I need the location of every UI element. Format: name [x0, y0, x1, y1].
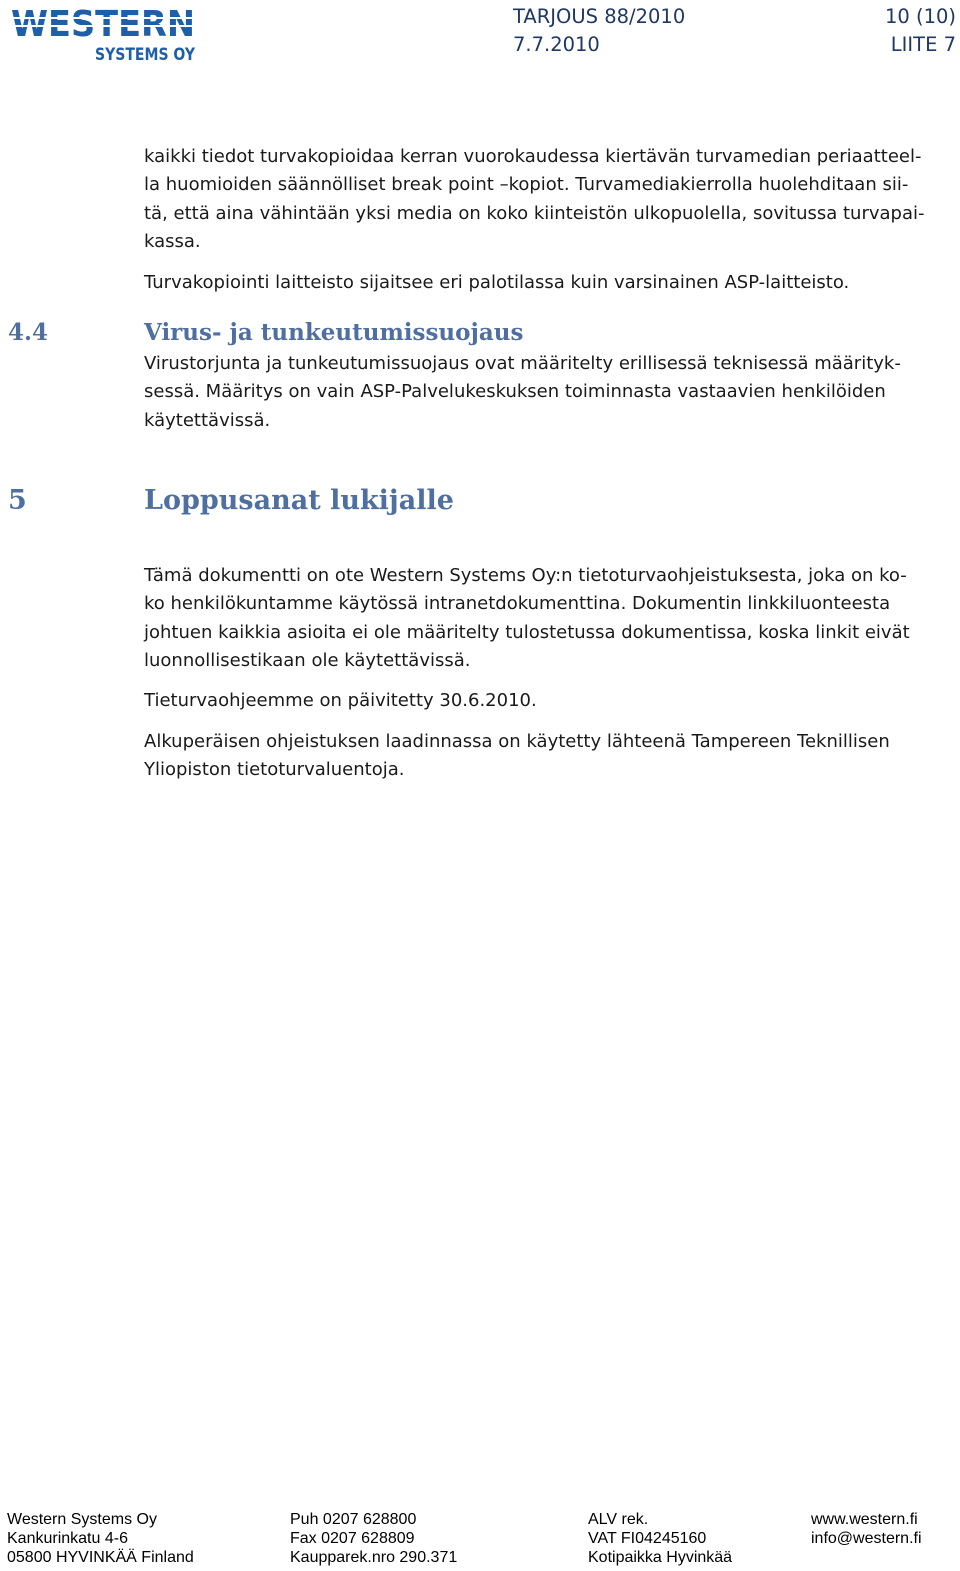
footer-line: Kaupparek.nro 290.371: [290, 1549, 458, 1566]
section-4-4-heading: Virus- ja tunkeutumissuojaus: [144, 319, 524, 346]
footer-line: Fax 0207 628809: [290, 1530, 415, 1547]
footer-web-links: [811, 1510, 922, 1548]
text-line: tä, että aina vähintään yksi media on koko kiinteistön ulkopuolella, sovitussa turvapai-: [144, 202, 925, 224]
text-line: käytettävissä.: [144, 409, 271, 431]
logo-subtitle: SYSTEMS OY: [95, 45, 196, 65]
website-link[interactable]: www.western.fi: [811, 1511, 918, 1528]
text-line: sessä. Määritys on vain ASP-Palvelukeskuksen toiminnasta vastaavien henkilöiden: [144, 381, 886, 403]
text-line: la huomioiden säännölliset break point –kopiot. Turvamediakierrolla huolehditaan sii-: [144, 174, 909, 196]
source-paragraph: [144, 728, 956, 785]
text-line: kassa.: [144, 230, 201, 252]
text-line: Alkuperäisen ohjeistuksen laadinnassa on käytetty lähteenä Tampereen Teknillisen: [144, 731, 890, 752]
text-line: luonnollisestikaan ole käytettävissä.: [144, 649, 471, 671]
text-line: Yliopiston tietoturvaluentoja.: [144, 759, 405, 781]
footer-contact-numbers: [290, 1510, 457, 1567]
footer-company-address: [7, 1510, 194, 1567]
footer-line: ALV rek.: [588, 1511, 649, 1528]
footer-line: Kotipaikka Hyvinkää: [588, 1549, 733, 1566]
footer-line: Kankurinkatu 4-6: [7, 1530, 128, 1547]
footer-line: Puh 0207 628800: [290, 1511, 417, 1528]
text-line: Tämä dokumentti on ote Western Systems Oy:n tietoturvaohjeistuksesta, joka on ko-: [144, 565, 907, 586]
text-line: johtuen kaikkia asioita ei ole määritelty tulostetussa dokumentissa, koska linkit eivät: [144, 621, 910, 643]
text-line: Virustorjunta ja tunkeutumissuojaus ovat määritelty erillisessä teknisessä määrityk-: [144, 353, 901, 374]
document-date: 7.7.2010: [513, 33, 600, 56]
section-5-number: 5: [8, 485, 27, 516]
company-logo: [9, 4, 199, 64]
footer-line: 05800 HYVINKÄÄ Finland: [7, 1549, 194, 1566]
update-date-paragraph: Tieturvaohjeemme on päivitetty 30.6.2010.: [144, 690, 537, 711]
logo-wordmark: WESTERN: [11, 4, 195, 45]
text-line: kaikki tiedot turvakopioidaa kerran vuorokaudessa kiertävän turvamedian periaatteel-: [144, 146, 922, 167]
backup-location-paragraph: Turvakopiointi laitteisto sijaitsee eri palotilassa kuin varsinainen ASP-laitteisto.: [144, 272, 850, 293]
section-5-heading: Loppusanat lukijalle: [144, 485, 454, 516]
closing-paragraph: [144, 562, 956, 675]
document-number: TARJOUS 88/2010: [513, 5, 686, 28]
text-line: ko henkilökuntamme käytössä intranetdokumenttina. Dokumentin linkkiluonteesta: [144, 593, 891, 615]
section-4-4-number: 4.4: [8, 319, 49, 346]
footer-line: Western Systems Oy: [7, 1511, 157, 1528]
email-link[interactable]: info@western.fi: [811, 1530, 922, 1547]
backup-paragraph: [144, 143, 956, 256]
footer-tax-info: [588, 1510, 732, 1567]
appendix-label: LIITE 7: [890, 33, 956, 56]
page-number: 10 (10): [884, 5, 956, 28]
section-4-4-paragraph: [144, 350, 956, 435]
footer-line: VAT FI04245160: [588, 1530, 707, 1547]
